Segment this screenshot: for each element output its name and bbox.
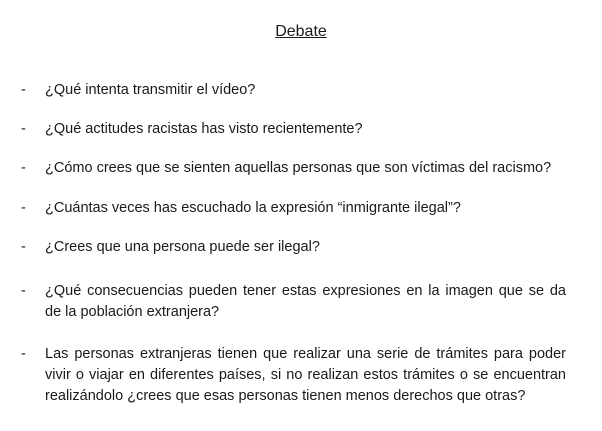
- list-bullet: -: [21, 346, 26, 362]
- page-title: Debate: [275, 23, 327, 40]
- list-bullet: -: [21, 160, 26, 176]
- list-bullet: -: [21, 82, 26, 98]
- question-text: ¿Qué consecuencias pueden tener estas expresiones en la imagen que se da de la población extranjera?: [45, 283, 566, 320]
- list-bullet: -: [21, 200, 26, 216]
- question-text: ¿Cómo crees que se sienten aquellas personas que son víctimas del racismo?: [45, 160, 552, 176]
- question-text: ¿Qué actitudes racistas has visto recientemente?: [45, 121, 363, 137]
- question-text: ¿Cuántas veces has escuchado la expresión “inmigrante ilegal”?: [45, 200, 461, 216]
- question-text: ¿Qué intenta transmitir el vídeo?: [45, 82, 256, 98]
- list-bullet: -: [21, 121, 26, 137]
- list-bullet: -: [21, 283, 26, 299]
- question-text: ¿Crees que una persona puede ser ilegal?: [45, 239, 320, 255]
- list-bullet: -: [21, 239, 26, 255]
- question-text: Las personas extranjeras tienen que realizar una serie de trámites para poder vivir o viajar en diferentes países, si no realizan estos trámites o se encuentran realizándolo ¿crees que esas personas tienen menos derechos que otras?: [45, 346, 566, 404]
